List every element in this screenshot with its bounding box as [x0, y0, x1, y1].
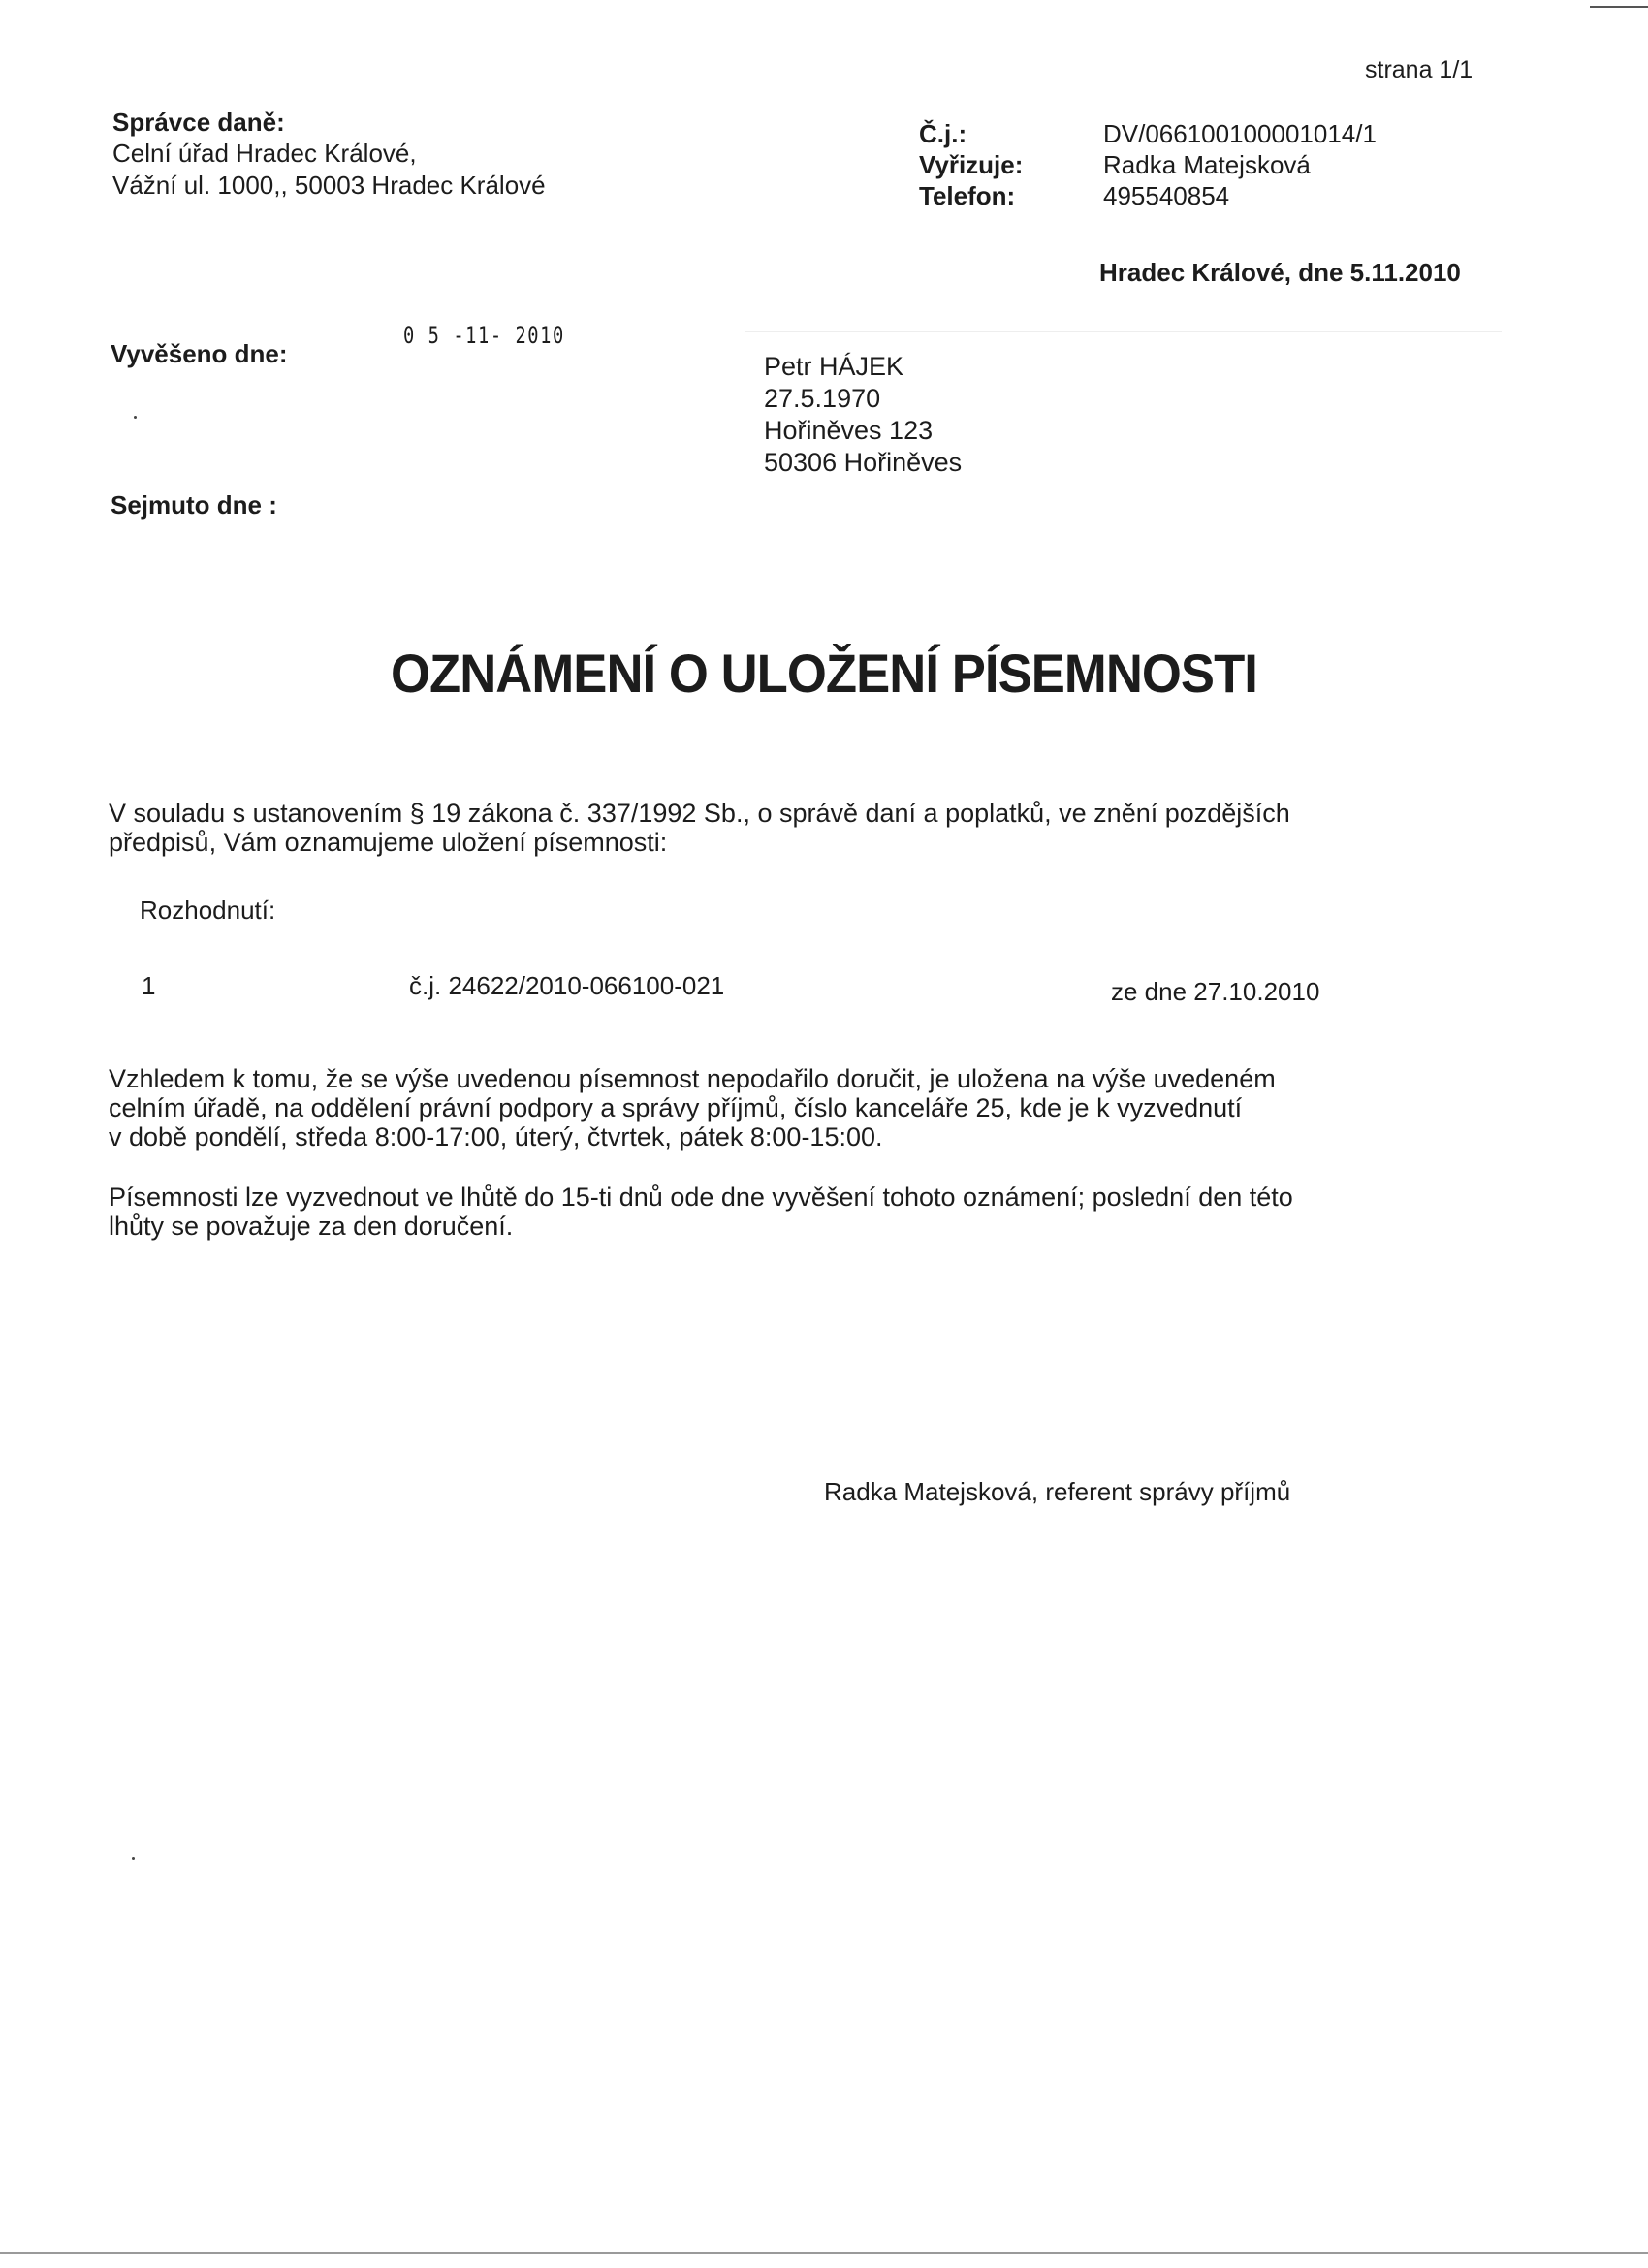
scan-edge-mark: [1590, 6, 1648, 8]
handler-label: Vyřizuje:: [919, 150, 1024, 179]
recipient-city: 50306 Hořiněves: [764, 448, 963, 477]
scan-speck: [132, 1857, 135, 1860]
intro-paragraph: [109, 799, 1290, 857]
scan-bottom-edge: [0, 2252, 1648, 2254]
posted-date-label: Vyvěšeno dne:: [111, 339, 288, 368]
paragraph-line: Písemnosti lze vyzvednout ve lhůtě do 15-ti dnů ode dne vyvěšení tohoto oznámení; poslední den této: [109, 1182, 1293, 1212]
intro-line: předpisů, Vám oznamujeme uložení písemnosti:: [109, 828, 668, 857]
document-title: OZNÁMENÍ O ULOŽENÍ PÍSEMNOSTI: [391, 643, 1257, 704]
removed-date-label: Sejmuto dne :: [111, 490, 277, 520]
reference-labels: [919, 118, 1023, 211]
paragraph-line: lhůty se považuje za den doručení.: [109, 1212, 514, 1241]
recipient-street: Hořiněves 123: [764, 416, 934, 445]
decision-label: Rozhodnutí:: [140, 896, 276, 925]
scan-speck: [134, 416, 137, 419]
reference-number-value: DV/066100100001014/1: [1103, 119, 1377, 148]
posted-date-stamp: 0 5 -11- 2010: [403, 322, 565, 349]
reference-number-label: Č.j.:: [919, 119, 967, 148]
phone-value: 495540854: [1103, 181, 1230, 210]
paragraph-line: Vzhledem k tomu, že se výše uvedenou písemnost nepodařilo doručit, je uložena na výše uvedeném: [109, 1064, 1276, 1093]
document-item-date: ze dne 27.10.2010: [1111, 977, 1320, 1006]
tax-authority-name: Celní úřad Hradec Králové,: [112, 139, 417, 168]
document-item-number: 1: [142, 971, 156, 1000]
handler-value: Radka Matejsková: [1103, 150, 1311, 179]
pickup-location-paragraph: [109, 1064, 1276, 1151]
recipient-name: Petr HÁJEK: [764, 352, 904, 381]
place-and-date: Hradec Králové, dne 5.11.2010: [1099, 258, 1461, 287]
reference-values: [1103, 118, 1377, 211]
recipient-birth-date: 27.5.1970: [764, 384, 881, 413]
tax-authority-address: Vážní ul. 1000,, 50003 Hradec Králové: [112, 171, 546, 200]
pickup-deadline-paragraph: [109, 1182, 1293, 1241]
tax-authority-block: [112, 107, 546, 202]
phone-label: Telefon:: [919, 181, 1016, 210]
intro-line: V souladu s ustanovením § 19 zákona č. 337/1992 Sb., o správě daní a poplatků, ve znění pozdějších: [109, 799, 1290, 828]
document-item-reference: č.j. 24622/2010-066100-021: [409, 971, 725, 1000]
page-number: strana 1/1: [1365, 56, 1474, 83]
signature-line: Radka Matejsková, referent správy příjmů: [824, 1477, 1291, 1506]
tax-authority-label: Správce daně:: [112, 108, 285, 137]
paragraph-line: celním úřadě, na oddělení právní podpory a správy příjmů, číslo kanceláře 25, kde je k vyzvednutí: [109, 1093, 1243, 1122]
paragraph-line: v době pondělí, středa 8:00-17:00, úterý, čtvrtek, pátek 8:00-15:00.: [109, 1122, 883, 1151]
recipient-address: [764, 351, 962, 479]
